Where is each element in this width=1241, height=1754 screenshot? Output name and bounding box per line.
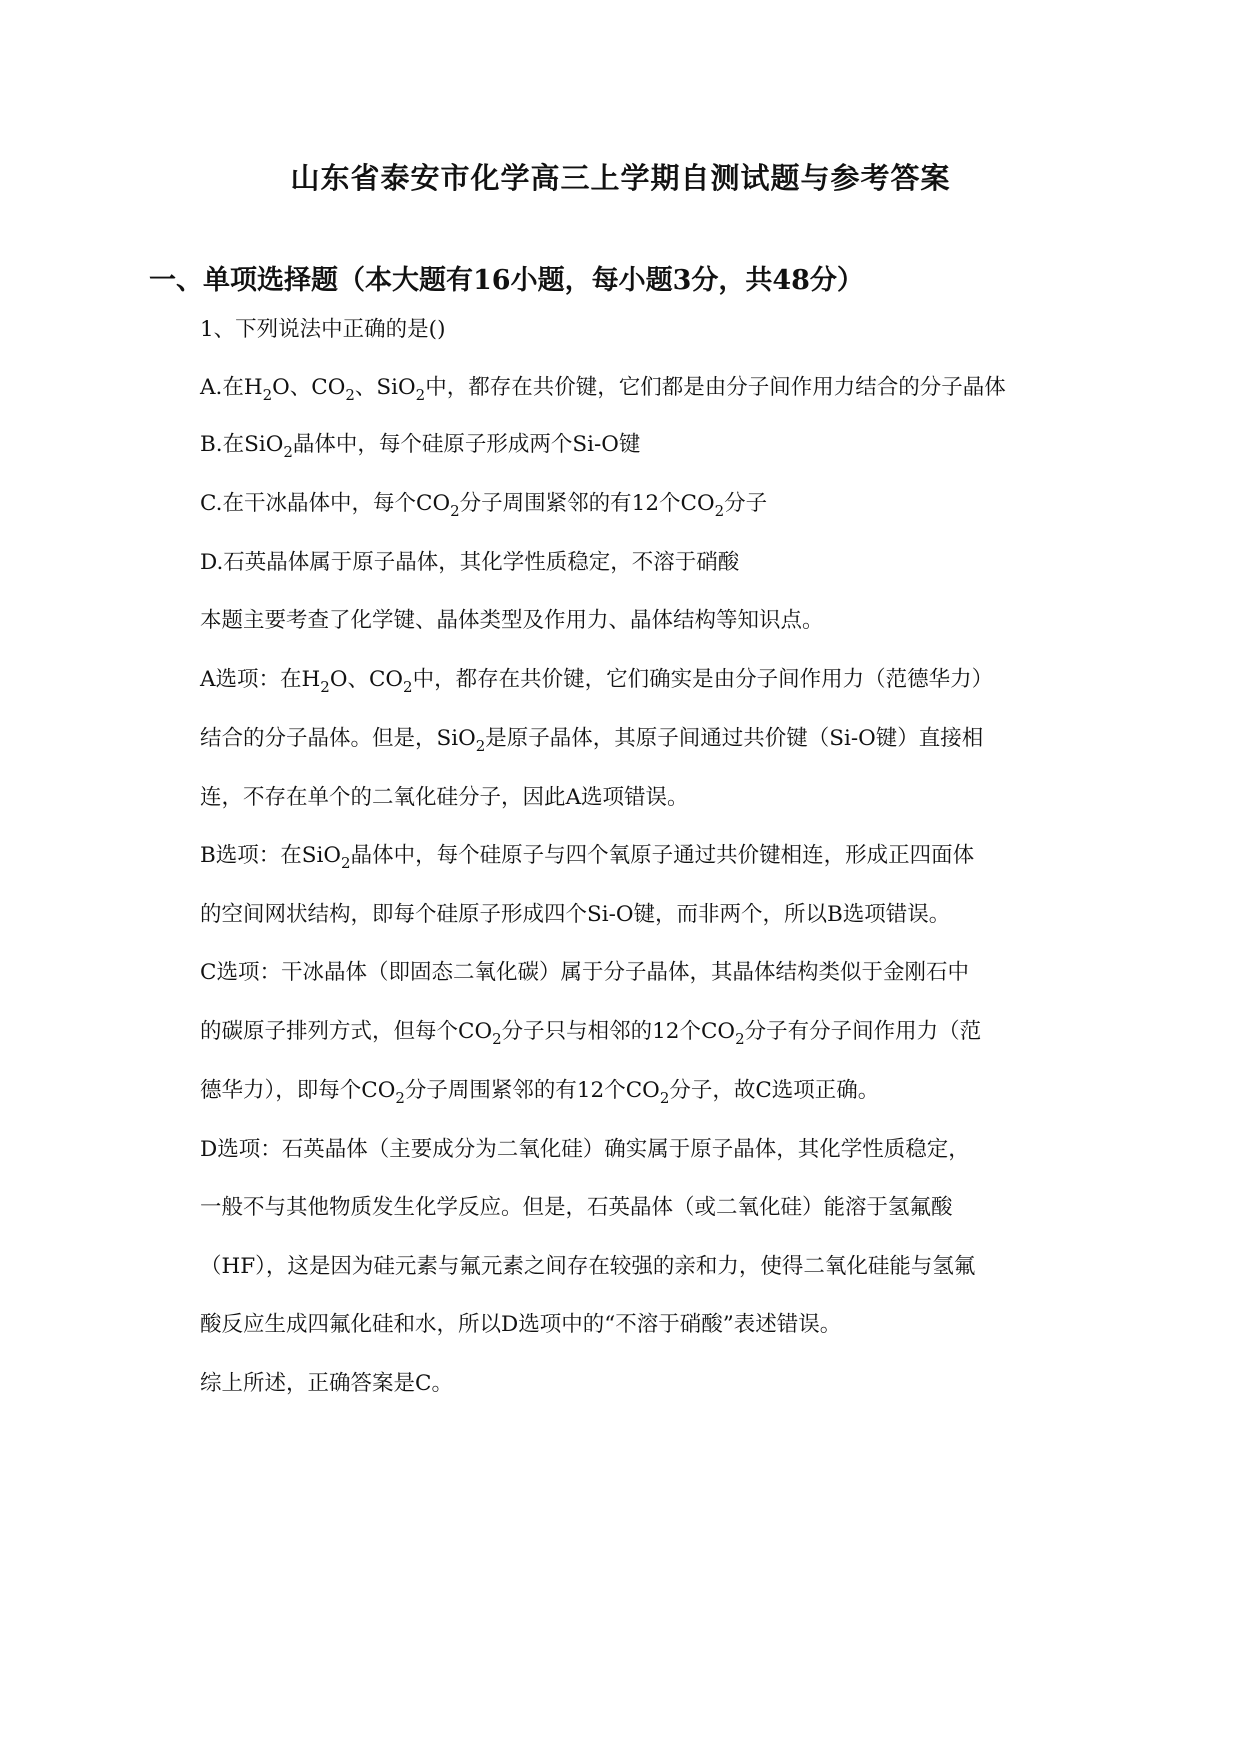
analysis-b-line: B选项：在SiO$_2$晶体中，每个硅原子与四个氧原子通过共价键相连，形成正四面体 — [200, 843, 975, 872]
analysis-c-line: 的碳原子排列方式，但每个$CO_2$分子只与相邻的12个$CO_2$分子有分子间作用力（范 — [200, 1019, 982, 1048]
option-a: A.在$H_2O$、$CO_2$、SiO$_2$中，都存在共价键，它们都是由分子间作用力结合的分子晶体 — [200, 375, 1006, 404]
option-d: D.石英晶体属于原子晶体，其化学性质稳定，不溶于硝酸 — [200, 550, 740, 575]
analysis-c-line: 德华力），即每个$CO_2$分子周围紧邻的有12个$CO_2$分子，故C选项正确。 — [200, 1078, 880, 1107]
analysis-intro: 本题主要考查了化学键、晶体类型及作用力、晶体结构等知识点。 — [200, 608, 824, 633]
document-title: 山东省泰安市化学高三上学期自测试题与参考答案 — [290, 161, 951, 195]
question-stem: 1、下列说法中正确的是() — [200, 317, 446, 342]
analysis-d-line: D选项：石英晶体（主要成分为二氧化硅）确实属于原子晶体，其化学性质稳定， — [200, 1137, 970, 1162]
analysis-b-line: 的空间网状结构，即每个硅原子形成四个Si-O键，而非两个，所以B选项错误。 — [200, 902, 951, 927]
analysis-d-line: （HF），这是因为硅元素与氟元素之间存在较强的亲和力，使得二氧化硅能与氢氟 — [200, 1254, 976, 1279]
analysis-a-line: A选项：在$H_2O$、$CO_2$中，都存在共价键，它们确实是由分子间作用力（范德华力） — [200, 667, 994, 696]
section-heading: 一、单项选择题（本大题有16小题，每小题3分，共48分） — [149, 265, 864, 296]
option-c: C.在干冰晶体中，每个$CO_2$分子周围紧邻的有12个$CO_2$分子 — [200, 491, 768, 520]
analysis-d-line: 一般不与其他物质发生化学反应。但是，石英晶体（或二氧化硅）能溶于氢氟酸 — [200, 1195, 953, 1220]
analysis-d-line: 酸反应生成四氟化硅和水，所以D选项中的“不溶于硝酸”表述错误。 — [200, 1312, 842, 1337]
option-b: B.在SiO$_2$晶体中，每个硅原子形成两个Si-O键 — [200, 432, 641, 461]
analysis-conclusion: 综上所述，正确答案是C。 — [200, 1371, 453, 1396]
analysis-c-line: C选项：干冰晶体（即固态二氧化碳）属于分子晶体，其晶体结构类似于金刚石中 — [200, 960, 969, 985]
analysis-a-line: 连，不存在单个的二氧化硅分子，因此A选项错误。 — [200, 785, 689, 810]
analysis-a-line: 结合的分子晶体。但是，SiO$_2$是原子晶体，其原子间通过共价键（Si-O键）直接相 — [200, 726, 984, 755]
